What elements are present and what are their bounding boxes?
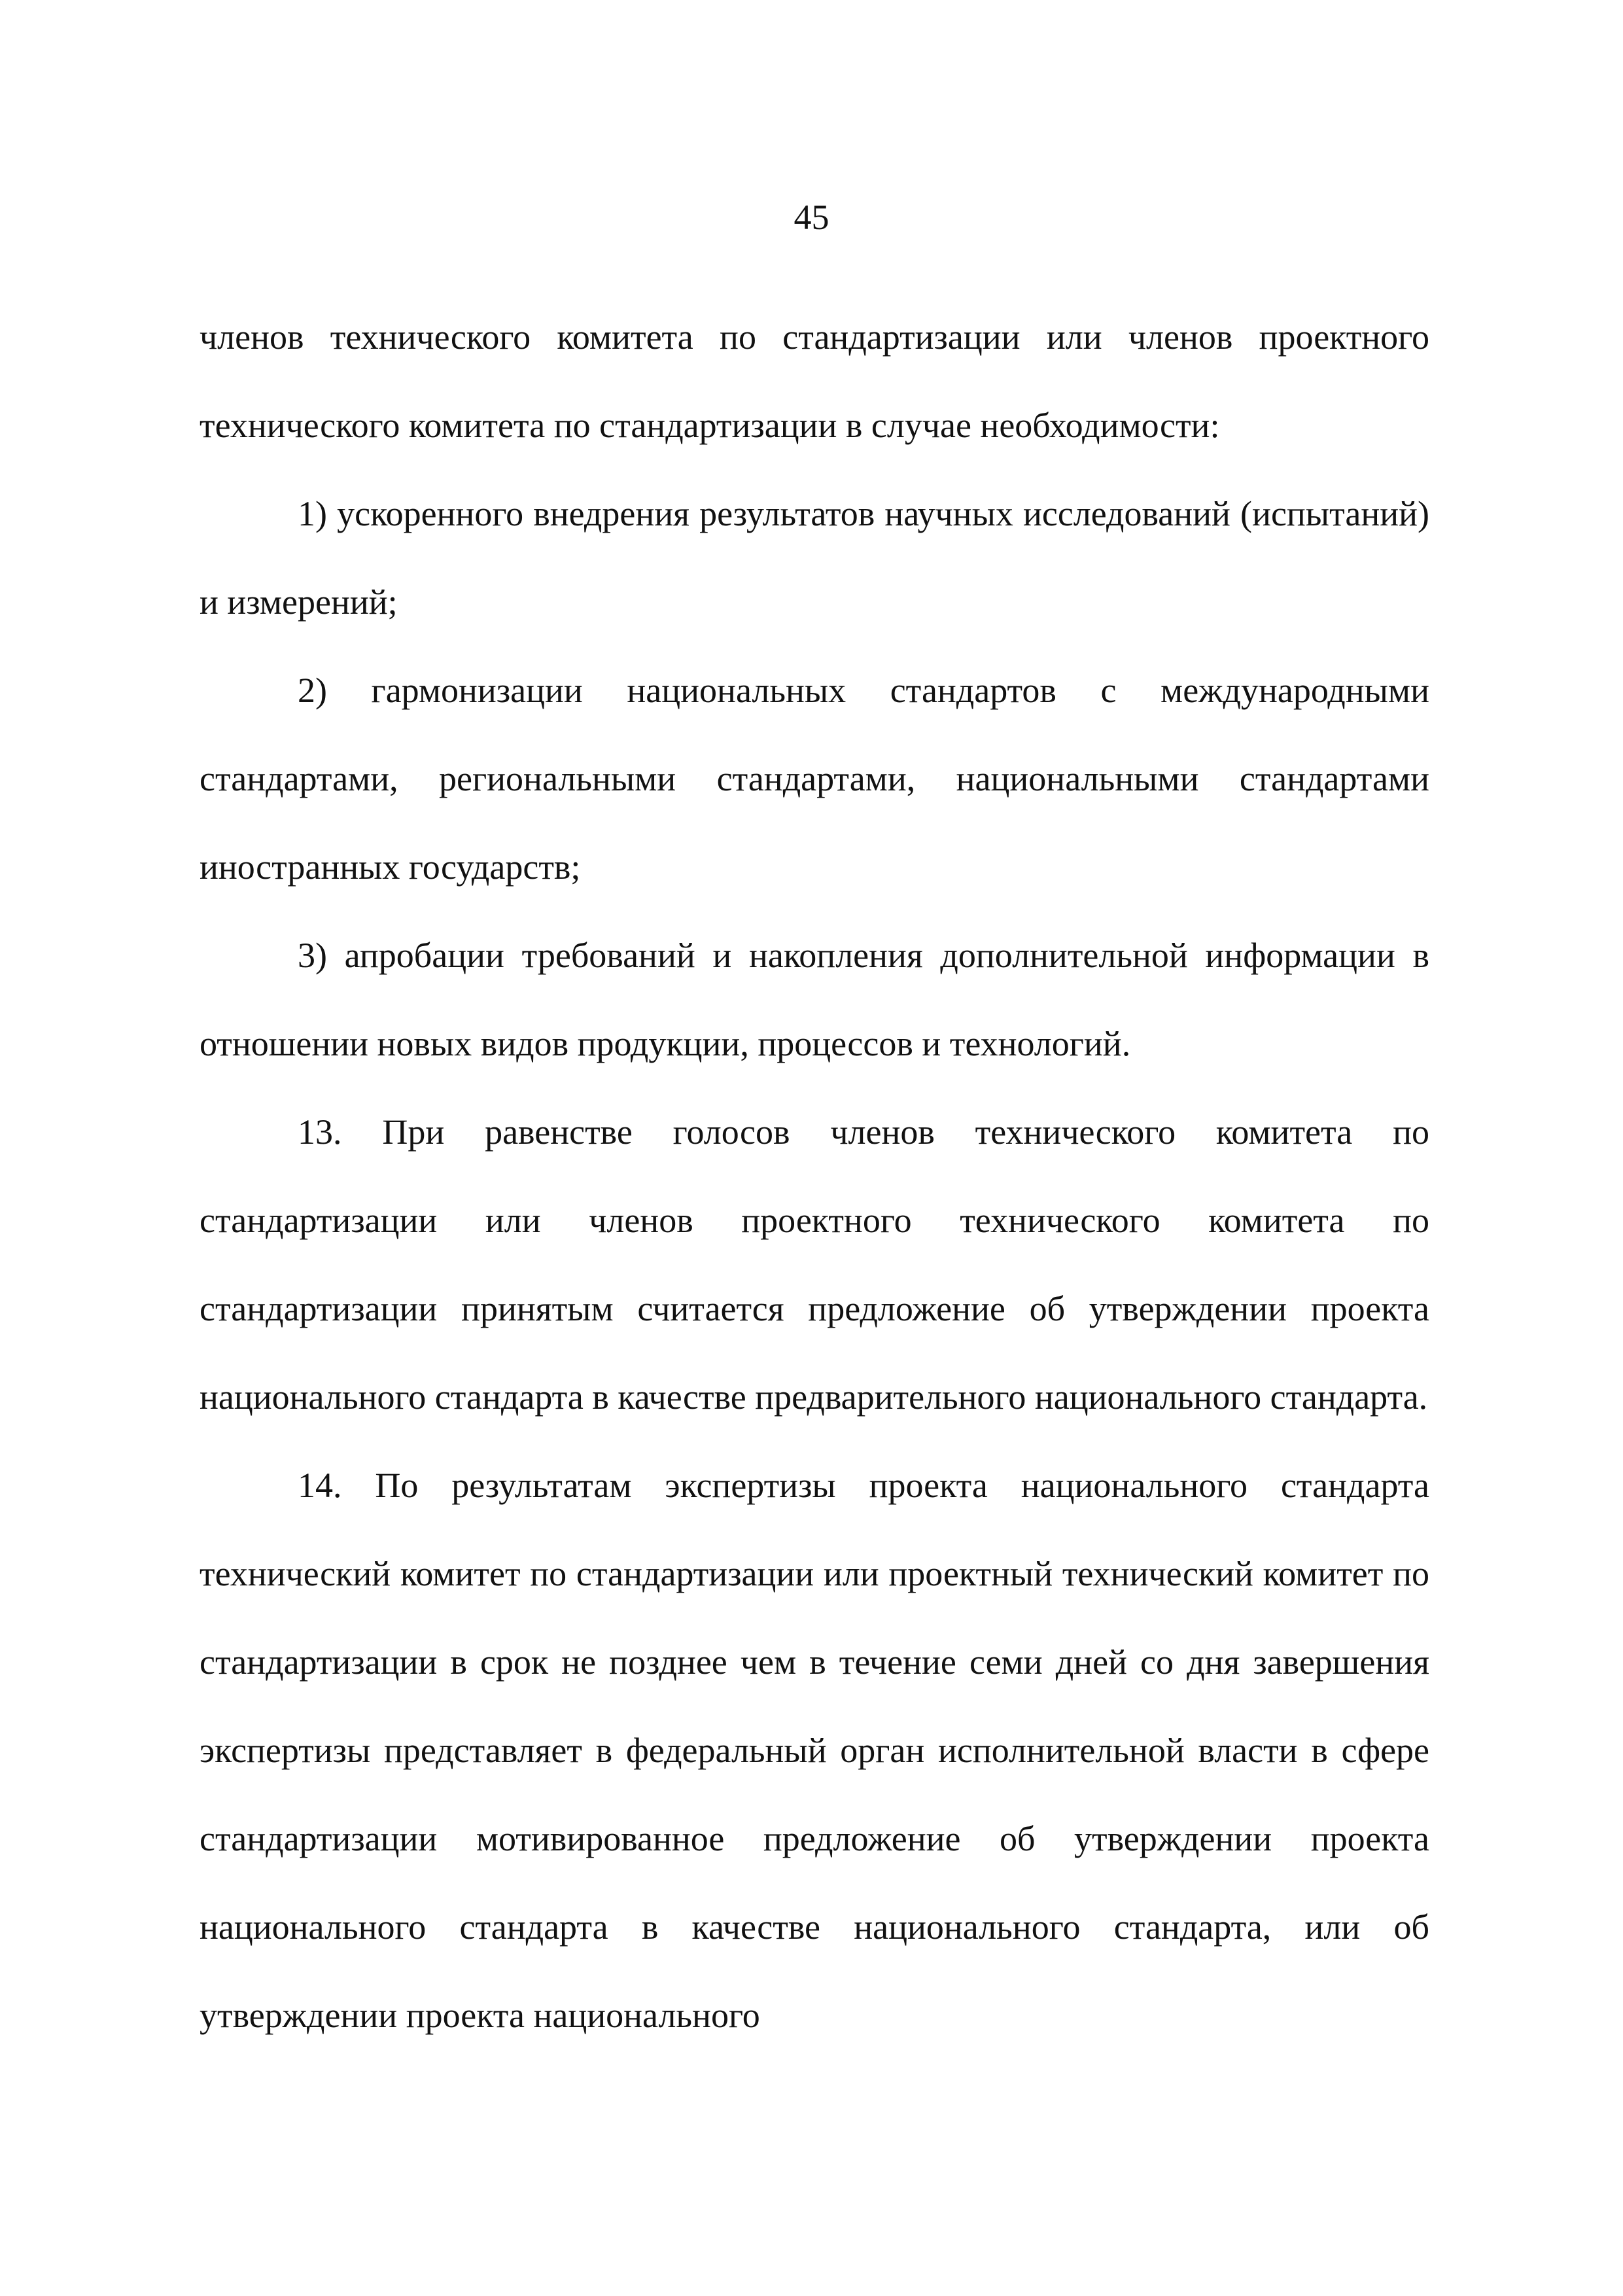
clause-14: 14. По результатам экспертизы проекта национального стандарта технический комитет по стандартизации или проектный технический комитет по стандартизации в срок не позднее чем в течение семи дней со дня завершения экспертизы представляет в федеральный орган исполнительной власти в сфере стандартизации мотивированное предложение об утверждении проекта национального стандарта в качестве национального стандарта, или об утверждении проекта национального	[200, 1466, 1429, 2035]
list-item-1: 1) ускоренного внедрения результатов научных исследований (испытаний) и измерений;	[200, 494, 1429, 622]
list-item-3: 3) апробации требований и накопления дополнительной информации в отношении новых видов продукции, процессов и технологий.	[200, 936, 1429, 1063]
page-number: 45	[794, 198, 829, 237]
document-body	[200, 293, 1429, 2060]
clause-13: 13. При равенстве голосов членов технического комитета по стандартизации или членов проектного технического комитета по стандартизации принятым считается предложение об утверждении проекта национального стандарта в качестве предварительного национального стандарта.	[200, 1112, 1429, 1417]
list-item-2: 2) гармонизации национальных стандартов с международными стандартами, региональными стандартами, национальными стандартами иностранных государств;	[200, 671, 1429, 887]
paragraph-continuation: членов технического комитета по стандартизации или членов проектного технического комитета по стандартизации в случае необходимости:	[200, 317, 1429, 445]
